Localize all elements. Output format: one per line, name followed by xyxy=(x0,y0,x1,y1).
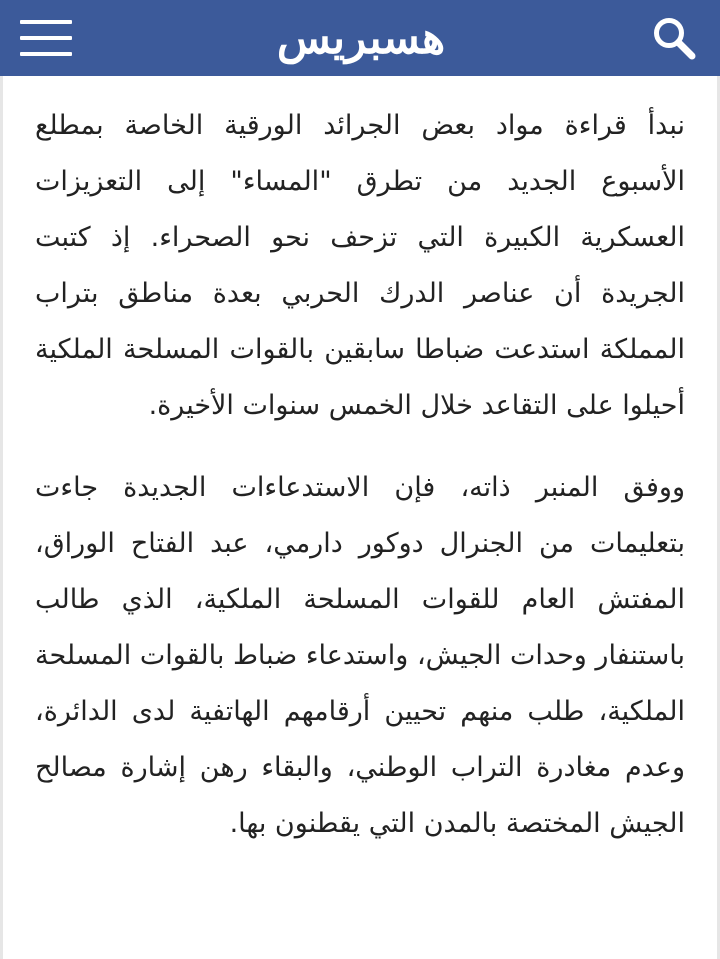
article-paragraph: نبدأ قراءة مواد بعض الجرائد الورقية الخاصة بمطلع الأسبوع الجديد من تطرق "المساء" إلى التعزيزات العسكرية الكبيرة التي تزحف نحو الصحراء. إذ كتبت الجريدة أن عناصر الدرك الحربي بعدة مناطق بتراب المملكة استدعت ضباطا سابقين بالقوات المسلحة الملكية أحيلوا على التقاعد خلال الخمس سنوات الأخيرة. xyxy=(35,110,685,421)
article-body xyxy=(0,76,720,959)
menu-line xyxy=(20,20,72,24)
search-icon[interactable] xyxy=(650,14,698,62)
menu-line xyxy=(20,52,72,56)
hamburger-menu-icon[interactable] xyxy=(20,20,72,56)
menu-line xyxy=(20,36,72,40)
top-navigation-bar xyxy=(0,0,720,76)
article-paragraph: ووفق المنبر ذاته، فإن الاستدعاءات الجديدة جاءت بتعليمات من الجنرال دوكور دارمي، عبد الفتاح الوراق، المفتش العام للقوات المسلحة الملكية، الذي طالب باستنفار وحدات الجيش، واستدعاء ضباط بالقوات المسلحة الملكية، طلب منهم تحيين أرقامهم الهاتفية لدى الدائرة، وعدم مغادرة التراب الوطني، والبقاء رهن إشارة مصالح الجيش المختصة بالمدن التي يقطنون بها. xyxy=(35,472,685,839)
site-logo[interactable]: هسبريس xyxy=(276,13,446,64)
